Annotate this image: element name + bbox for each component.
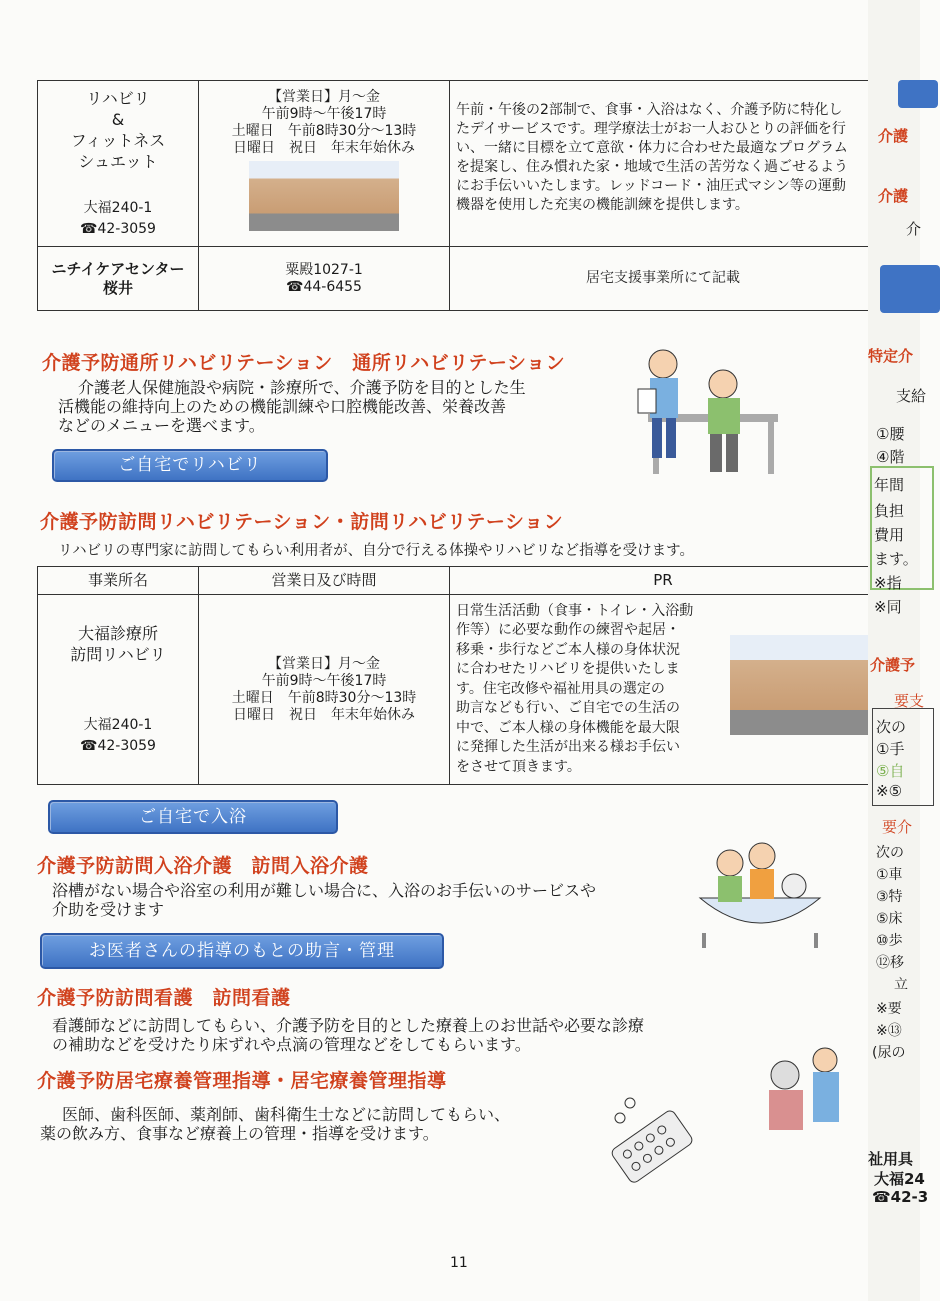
facility-name-1: ニチイケアセンター — [51, 259, 185, 278]
facility-name-1: リハビリ — [86, 88, 150, 108]
hours-line: 土曜日 午前8時30分～13時 — [231, 689, 417, 706]
strip-text: 次の — [876, 845, 904, 861]
strip-text: ①手 — [876, 740, 905, 758]
facility-pr-cell — [450, 595, 877, 785]
hours-line: 午前9時～午後17時 — [261, 106, 387, 122]
facility-name-1: 大福診療所 — [77, 623, 158, 643]
strip-text: 大福24 — [874, 1170, 925, 1188]
medicine-illustration — [600, 1088, 700, 1188]
body-line: 介助を受けます — [52, 900, 165, 919]
section-body-home-care-management — [40, 1105, 510, 1143]
hours-line: 日曜日 祝日 年末年始休み — [233, 140, 415, 156]
body-line: 看護師などに訪問してもらい、介護予防を目的とした療養上のお世話や必要な診療 — [52, 1016, 645, 1035]
facility-name-4: シュエット — [78, 151, 158, 171]
pr-line: 移乗・歩行などご本人様の身体状況 — [456, 641, 680, 658]
strip-text: 要介 — [882, 818, 913, 836]
strip-blue-box — [898, 80, 938, 108]
body-line: 薬の飲み方、食事など療養上の管理・指導を受けます。 — [40, 1124, 439, 1143]
section-title-nursing: 介護予防訪問看護 訪問看護 — [37, 987, 291, 1009]
hours-line: 【営業日】月～金 — [268, 655, 380, 672]
strip-text: ⑤自 — [876, 762, 905, 780]
facility-address: 大福240-1 — [83, 716, 153, 733]
facility-pr-cell — [450, 81, 877, 247]
table-row — [38, 247, 877, 311]
strip-text: 介 — [906, 220, 922, 238]
pr-line: に合わせたリハビリを提供いたしま — [456, 661, 680, 678]
strip-text: 次の — [876, 718, 907, 736]
body-line: 活機能の維持向上のための機能訓練や口腔機能改善、栄養改善 — [58, 397, 507, 416]
section-body-home-visit-rehab: リハビリの専門家に訪問してもらい利用者が、自分で行える体操やリハビリなど指導を受けます。 — [58, 543, 694, 559]
page-number: 11 — [450, 1255, 468, 1271]
facility-name-3: フィットネス — [70, 130, 166, 150]
column-header: 事業所名 — [38, 567, 199, 595]
facility-name-cell — [38, 595, 199, 785]
facility-phone: ☎44-6455 — [286, 278, 362, 295]
hours-line: 日曜日 祝日 年末年始休み — [233, 706, 415, 723]
strip-text: ⑩歩 — [876, 933, 903, 949]
pr-line: をさせて頂きます。 — [456, 758, 581, 775]
facility-name-2: 桜井 — [102, 278, 133, 297]
strip-text: ⑫移 — [876, 955, 904, 971]
facility-hours-cell — [199, 595, 450, 785]
section-title-home-care-management: 介護予防居宅療養管理指導・居宅療養管理指導 — [37, 1070, 447, 1092]
facility-pr-cell — [450, 247, 877, 311]
section-title-home-visit-rehab: 介護予防訪問リハビリテーション・訪問リハビリテーション — [40, 511, 564, 533]
facility-hours-cell — [199, 81, 450, 247]
strip-text: (尿の — [872, 1045, 906, 1061]
pr-text — [456, 602, 721, 778]
strip-text: ☎42-3 — [872, 1188, 929, 1206]
strip-text: ※要 — [876, 1001, 902, 1017]
strip-text: 要支 — [894, 692, 925, 710]
strip-text: ます。 — [874, 550, 918, 568]
strip-text: 祉用具 — [868, 1150, 914, 1168]
body-line: などのメニューを選べます。 — [58, 416, 265, 435]
strip-text: ※同 — [874, 598, 902, 616]
body-line: 浴槽がない場合や浴室の利用が難しい場合に、入浴のお手伝いのサービスや — [52, 881, 597, 900]
facility-table-1 — [37, 80, 877, 311]
facility-pr-text: 午前・午後の2部制で、食事・入浴はなく、介護予防に特化したデイサービスです。理学療法士がお一人おひとりの評価を行い、一緒に目標を立て意欲・体力に合わせた最適なプログラムを提案し、住み慣れた家・地域で生活の苦労なく過ごせるようにお手伝いいたします。レッドコード・油圧式マシン等の運動機器を使用した充実の機能訓練を提供します。 — [456, 102, 848, 213]
facility-address: 大福240-1 — [83, 199, 153, 216]
strip-text: 特定介 — [868, 347, 914, 365]
hours-line: 午前9時～午後17時 — [261, 672, 387, 689]
strip-text: ③特 — [876, 889, 903, 905]
pr-line: 中で、ご本人様の身体機能を最大限 — [456, 719, 680, 736]
section-body-nursing — [52, 1016, 644, 1054]
hours-line: 土曜日 午前8時30分～13時 — [231, 123, 417, 139]
rehab-illustration — [628, 344, 788, 494]
strip-text: 介護 — [878, 127, 909, 145]
facility-table-2 — [37, 566, 877, 785]
banner-doctor-guidance: お医者さんの指導のもとの助言・管理 — [40, 933, 444, 969]
pr-line: す。住宅改修や福祉用具の選定の — [456, 680, 665, 697]
strip-text: ④階 — [876, 448, 905, 466]
strip-text: ※⑤ — [876, 782, 903, 800]
section-title-bathing: 介護予防訪問入浴介護 訪問入浴介護 — [37, 855, 369, 877]
strip-text: ⑤床 — [876, 911, 903, 927]
facility-address: 粟殿1027-1 — [285, 261, 363, 278]
strip-text: 年間 — [874, 476, 905, 494]
strip-text: ※指 — [874, 574, 902, 592]
section-title-outpatient-rehab: 介護予防通所リハビリテーション 通所リハビリテーション — [42, 352, 566, 374]
section-body-outpatient-rehab — [58, 378, 598, 435]
table-row — [38, 595, 877, 785]
facility-photo — [730, 635, 870, 735]
pr-line: 助言なども行い、ご自宅での生活の — [456, 700, 680, 717]
strip-text: ※⑬ — [876, 1023, 902, 1039]
facility-address-cell — [199, 247, 450, 311]
banner-home-bathing: ご自宅で入浴 — [48, 800, 338, 834]
facility-phone: ☎42-3059 — [80, 737, 156, 754]
strip-text: 支給 — [896, 387, 927, 405]
facility-name-cell — [38, 247, 199, 311]
hours-line: 【営業日】月～金 — [268, 89, 380, 105]
column-header: PR — [450, 567, 877, 595]
facility-name-cell — [38, 81, 199, 247]
adjacent-page-strip — [868, 0, 929, 1301]
strip-blue-box — [880, 265, 940, 313]
strip-text: 介護予 — [870, 656, 916, 674]
strip-text: ①腰 — [876, 425, 905, 443]
pr-line: に発揮した生活が出来る様お手伝い — [456, 739, 680, 756]
facility-name-2: 訪問リハビリ — [70, 644, 166, 664]
facility-phone: ☎42-3059 — [80, 220, 156, 237]
strip-text: 立 — [894, 977, 908, 993]
caregiver-illustration — [745, 1040, 855, 1160]
strip-text: 介護 — [878, 187, 909, 205]
strip-text: ①車 — [876, 867, 903, 883]
banner-home-rehab: ご自宅でリハビリ — [52, 449, 328, 482]
body-line: 医師、歯科医師、薬剤師、歯科衛生士などに訪問してもらい、 — [62, 1105, 511, 1124]
body-line: 介護老人保健施設や病院・診療所で、介護予防を目的とした生 — [78, 378, 526, 397]
pr-line: 日常生活活動（食事・トイレ・入浴動 — [456, 602, 694, 619]
facility-pr-text: 居宅支援事業所にて記載 — [586, 270, 740, 286]
strip-text: 費用 — [874, 526, 905, 544]
table-header-row — [38, 567, 877, 595]
strip-text: 負担 — [874, 502, 905, 520]
body-line: の補助などを受けたり床ずれや点滴の管理などをしてもらいます。 — [52, 1035, 531, 1054]
column-header: 営業日及び時間 — [199, 567, 450, 595]
section-body-bathing — [52, 881, 596, 919]
table-row — [38, 81, 877, 247]
facility-photo — [249, 161, 399, 231]
bathing-illustration — [690, 838, 830, 948]
pr-line: 作等）に必要な動作の練習や起居・ — [456, 622, 680, 639]
facility-name-2: & — [111, 109, 125, 129]
